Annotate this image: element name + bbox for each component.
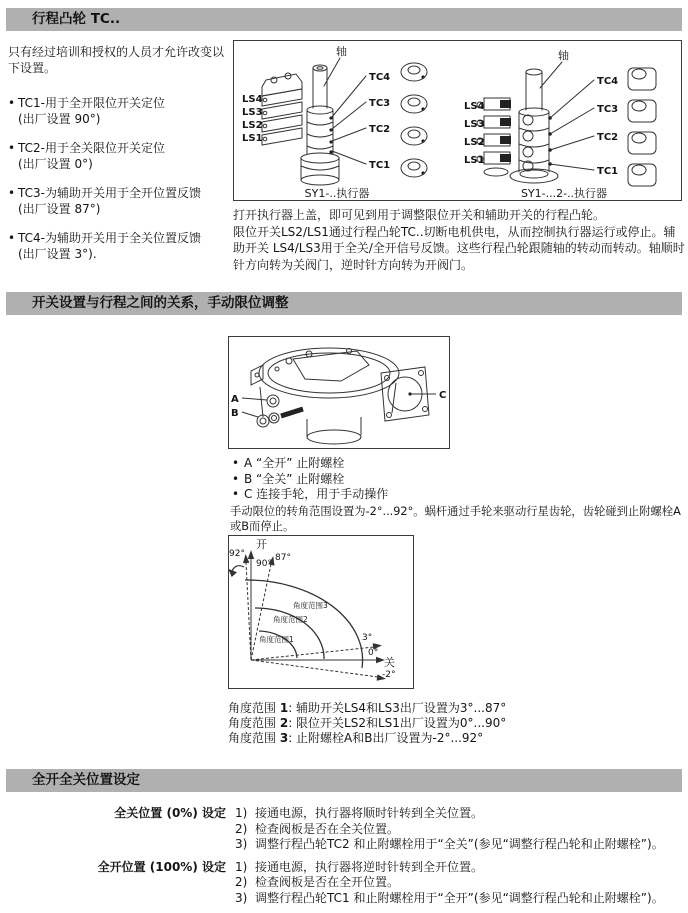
tc3-bullet <box>8 185 226 217</box>
tc3-setting: (出厂设置 87°) <box>18 202 101 216</box>
open-step-2: 2) 检查阀板是否在全开位置。 <box>235 875 400 889</box>
tc2-label-right: TC2 <box>597 132 619 143</box>
actuator-cams-figure <box>233 40 682 201</box>
manual-limit-note: 手动限位的转角范围设置为-2°...92°。蜗杆通过手轮来驱动行星齿轮，齿轮碰到止附螺栓A或B而停止。 <box>230 504 681 533</box>
legend-item-a: • A “全开” 止附螺栓 <box>230 456 688 472</box>
section-header-travel-cams: 行程凸轮 TC.. <box>6 8 682 31</box>
close-label: 关 <box>384 656 395 669</box>
ls4-label-left: LS4 <box>242 94 263 105</box>
tc1-label-left: TC1 <box>369 160 391 171</box>
valve-housing-figure <box>228 336 450 449</box>
shaft-label-right: 轴 <box>558 49 569 62</box>
tc2-setting: (出厂设置 0°) <box>18 157 93 171</box>
tc4-bullet <box>8 230 226 262</box>
intro-column <box>8 44 226 275</box>
closed-step-1: 1) 接通电源，执行器将顺时针转到全关位置。 <box>235 806 484 820</box>
closed-step-3: 3) 调整行程凸轮TC2 和止附螺栓用于“全关”(参见“调整行程凸轮和止附螺栓”)。 <box>235 837 664 851</box>
stop-bolt-a-label: A <box>231 394 239 405</box>
angle-range-diagram <box>229 536 413 688</box>
deg-minus2-label: -2° <box>382 670 396 680</box>
cams-description-line2: 限位开关LS2/LS1通过行程凸轮TC..切断电机供电，从而控制执行器运行或停止。辅助开关 LS4/LS3用于全关/全开信号反馈。这些行程凸轮跟随轴的转动而转动。轴顺时针方向转为关阀门，逆时针方向转为开阀门。 <box>233 224 685 272</box>
caption-sy1-2: SY1-...2-..执行器 <box>520 187 608 200</box>
open-label: 开 <box>256 538 267 551</box>
closed-position-steps <box>235 806 664 853</box>
ls3-label-right: LS3 <box>464 119 485 130</box>
deg-90-label: 90° <box>256 559 272 569</box>
tc4-line: • TC4-为辅助开关用于全关位置反馈 <box>18 231 201 245</box>
range1-arc-label: 角度范围1 <box>259 635 294 644</box>
range2-note: 角度范围 2: 限位开关LS2和LS1出厂设置为0°...90° <box>228 716 507 730</box>
deg-0-label: 0° <box>368 648 379 658</box>
open-step-3: 3) 调整行程凸轮TC1 和止附螺栓用于“全开”(参见“调整行程凸轮和止附螺栓”)。 <box>235 890 664 905</box>
tc1-label-right: TC1 <box>597 166 619 177</box>
abc-legend <box>230 456 688 535</box>
angle-range-figure <box>228 535 414 689</box>
tc2-line: • TC2-用于全关限位开关定位 <box>18 141 165 155</box>
open-position-steps <box>235 860 664 907</box>
tc3-line: • TC3-为辅助开关用于全开位置反馈 <box>18 186 201 200</box>
open-step-1: 1) 接通电源，执行器将逆时针转到全开位置。 <box>235 859 484 874</box>
stop-bolt-b-label: B <box>231 408 239 419</box>
tc1-setting: (出厂设置 90°) <box>18 112 101 126</box>
angle-range-notes <box>228 701 506 746</box>
deg-92-label: 92° <box>229 549 245 559</box>
tc4-setting: (出厂设置 3°). <box>18 247 97 261</box>
ls4-label-right: LS4 <box>464 101 485 112</box>
tc1-bullet <box>8 95 226 127</box>
ls3-label-left: LS3 <box>242 107 263 118</box>
valve-housing-diagram <box>229 337 449 448</box>
legend-item-c: • C 连接手轮，用于手动操作 <box>230 487 688 503</box>
tc1-line: • TC1-用于全开限位开关定位 <box>18 96 165 110</box>
position-setting-instructions <box>0 806 688 913</box>
tc3-label-left: TC3 <box>369 98 391 109</box>
ls2-label-left: LS2 <box>242 120 263 131</box>
closed-position-row <box>0 806 688 853</box>
deg-3-label: 3° <box>362 633 373 643</box>
open-position-label: 全开位置 (100%) 设定 <box>97 859 226 874</box>
ls2-label-right: LS2 <box>464 137 485 148</box>
handwheel-c-label: C <box>439 390 447 401</box>
closed-step-2: 2) 检查阀板是否在全关位置。 <box>235 821 400 836</box>
actuator-diagram-sy1 <box>240 42 462 200</box>
legend-item-b: • B “全关” 止附螺栓 <box>230 472 688 488</box>
ls1-label-left: LS1 <box>242 133 263 144</box>
tc4-label-right: TC4 <box>597 76 619 87</box>
closed-position-label: 全关位置 (0%) 设定 <box>114 806 226 820</box>
cams-description <box>233 207 686 273</box>
intro-text: 只有经过培训和授权的人员才允许改变以下设置。 <box>8 45 225 75</box>
actuator-diagram-sy1-2 <box>464 42 679 200</box>
range3-arc-label: 角度范围3 <box>293 601 328 610</box>
open-position-row <box>0 860 688 907</box>
range2-arc-label: 角度范围2 <box>273 615 308 624</box>
ls1-label-right: LS1 <box>464 155 485 166</box>
tc4-label-left: TC4 <box>369 72 391 83</box>
range3-note: 角度范围 3: 止附螺栓A和B出厂设置为-2°...92° <box>228 731 484 745</box>
deg-87-label: 87° <box>275 553 291 563</box>
tc3-label-right: TC3 <box>597 104 619 115</box>
tc2-bullet <box>8 140 226 172</box>
shaft-label-left: 轴 <box>336 45 347 58</box>
section-header-position-setting: 全开全关位置设定 <box>6 769 682 792</box>
caption-sy1: SY1-..执行器 <box>304 187 370 200</box>
range1-note: 角度范围 1: 辅助开关LS4和LS3出厂设置为3°...87° <box>228 701 507 715</box>
section-header-switch-settings: 开关设置与行程之间的关系，手动限位调整 <box>6 292 682 315</box>
cams-description-line1: 打开执行器上盖，即可见到用于调整限位开关和辅助开关的行程凸轮。 <box>233 208 606 222</box>
tc2-label-left: TC2 <box>369 124 391 135</box>
